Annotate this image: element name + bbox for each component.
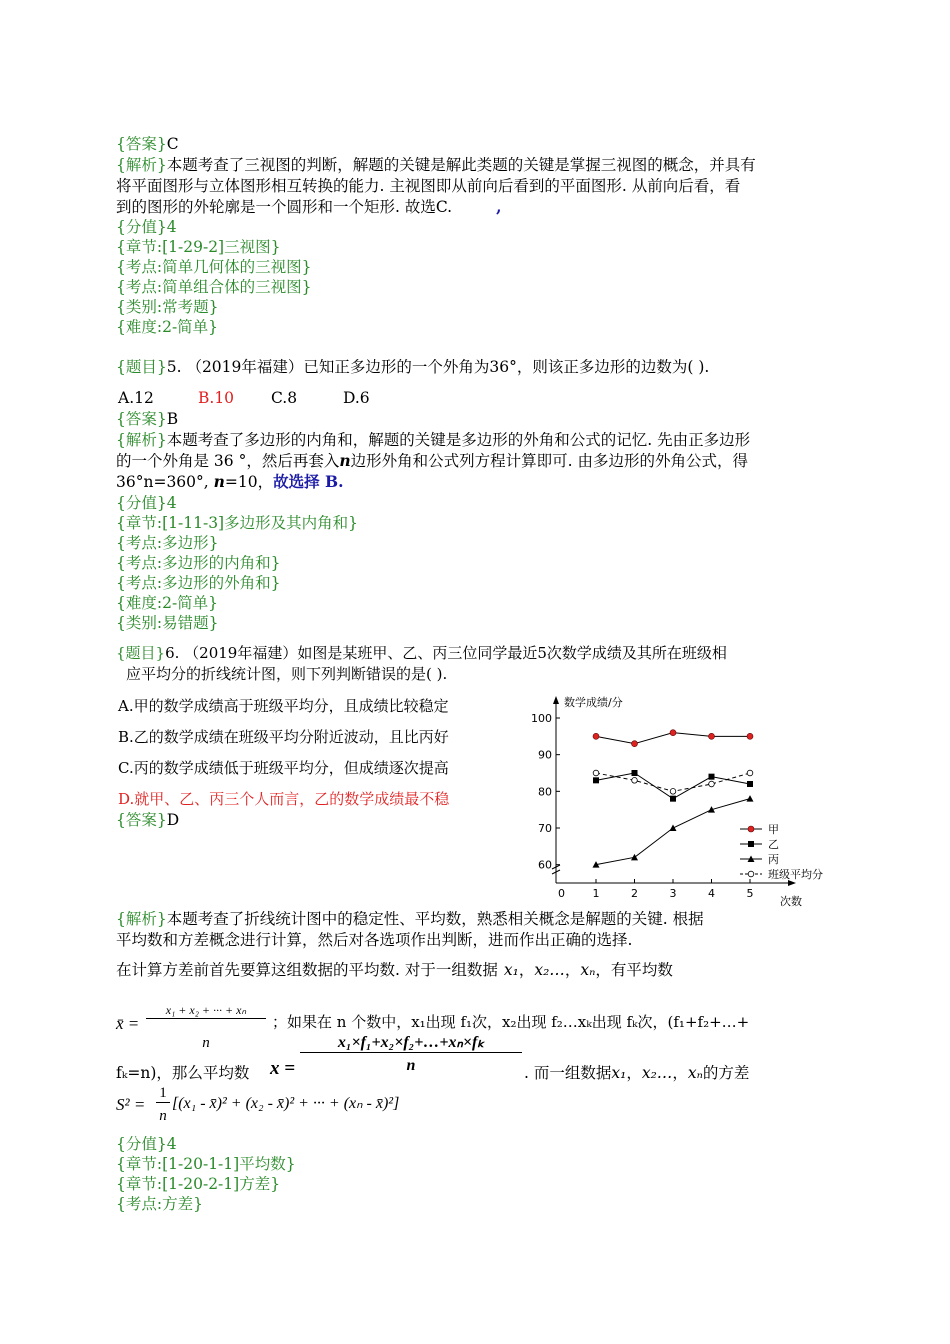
x-tick-label: 5 (746, 887, 754, 900)
variance-intro: . 而一组数据x₁，x₂…，xₙ的方差 (524, 1064, 750, 1082)
q6-answer: {答案}D (116, 811, 180, 829)
mean-formula-lhs: x̄ = (116, 1014, 140, 1033)
q5-option-d: D.6 (343, 389, 370, 407)
score-line-chart (528, 688, 868, 928)
y-tick-label: 80 (538, 785, 552, 799)
q6-chapter1: {章节:[1-20-1-1]平均数} (116, 1155, 296, 1173)
q5-option-b: B.10 (198, 389, 235, 407)
q5-analysis-line1: {解析}本题考查了多边形的内角和，解题的关键是多边形的外角和公式的记忆. 先由正多边形 (116, 431, 751, 449)
q4-answer: {答案}C (116, 135, 179, 153)
data-point-series-1 (670, 730, 676, 736)
x-tick-label: 4 (708, 887, 715, 900)
data-point-series-3 (631, 854, 638, 861)
q6-option-a: A.甲的数学成绩高于班级平均分，且成绩比较稳定 (118, 697, 449, 715)
legend-label-1: 甲 (768, 823, 779, 836)
data-point-series-3 (747, 795, 754, 802)
q4-analysis-line3: 到的图形的外轮廓是一个圆形和一个矩形. 故选C. , (116, 197, 502, 216)
q5-analysis-line3: 36°n=360°, n=10，故选择 B. (116, 472, 344, 491)
variance-frac-den: n (159, 1108, 167, 1124)
data-point-series-1 (709, 733, 715, 739)
q6-title-line2: 应平均分的折线统计图，则下列判断错误的是( ). (126, 665, 448, 683)
variance-frac-num: 1 (156, 1085, 170, 1103)
x-tick-label: 2 (631, 887, 638, 900)
weighted-mean-text: ；如果在 n 个数中，x₁出现 f₁次，x₂出现 f₂…xₖ出现 fₖ次，(f₁+f₂+…+ (272, 1013, 750, 1031)
q6-analysis-line1: {解析}本题考查了折线统计图中的稳定性、平均数，熟悉相关概念是解题的关键. 根据 (116, 910, 704, 928)
q5-option-c: C.8 (271, 389, 298, 407)
data-point-series-4 (593, 770, 599, 776)
q6-chapter2: {章节:[1-20-2-1]方差} (116, 1175, 281, 1193)
weighted-mean-line: fₖ=n)，那么平均数 (116, 1064, 250, 1082)
q6-analysis-line2: 平均数和方差概念进行计算，然后对各选项作出判断，进而作出正确的选择. (116, 931, 633, 949)
y-tick-label: 60 (538, 858, 552, 872)
q5-chapter: {章节:[1-11-3]多边形及其内角和} (116, 514, 358, 532)
q4-analysis-line1: {解析}本题考查了三视图的判断，解题的关键是解此类题的关键是掌握三视图的概念，并具有 (116, 156, 756, 174)
q4-score: {分值}4 (116, 218, 177, 236)
q6-title-line1: {题目}6. （2019年福建）如图是某班甲、乙、丙三位同学最近5次数学成绩及其所在班级相 (116, 644, 727, 662)
series-line-2 (596, 773, 750, 799)
q4-difficulty: {难度:2-简单} (116, 318, 219, 336)
variance-lhs: S² = (116, 1095, 146, 1114)
weighted-numerator: x₁×f₁+x₂×f₂+…+xₙ×fₖ (300, 1032, 522, 1053)
q5-title: {题目}5. （2019年福建）已知正多边形的一个外角为36°，则该正多边形的边数为( ). (116, 358, 710, 376)
q5-point2: {考点:多边形的内角和} (116, 554, 281, 572)
series-line-3 (596, 799, 750, 865)
q6-mean-intro: 在计算方差前首先要算这组数据的平均数. 对于一组数据 x₁，x₂…，xₙ，有平均数 (116, 961, 673, 979)
q4-analysis-line2: 将平面图形与立体图形相互转换的能力. 主视图即从前向后看到的平面图形. 从前向后看，看 (116, 177, 741, 195)
q6-score: {分值}4 (116, 1135, 177, 1153)
y-tick-label: 100 (531, 712, 552, 725)
x-axis-title: 次数 (780, 895, 802, 908)
data-point-series-2 (709, 774, 715, 780)
y-axis-title: 数学成绩/分 (564, 696, 623, 709)
q4-point1: {考点:简单几何体的三视图} (116, 258, 312, 276)
data-point-series-4 (632, 778, 638, 784)
legend-marker-1 (748, 826, 754, 832)
data-point-series-3 (670, 825, 677, 832)
variance-body: [(x₁ - x̄)² + (x₂ - x̄)² + ··· + (xₙ - x̄)²] (172, 1095, 400, 1112)
q6-point: {考点:方差} (116, 1195, 203, 1213)
y-axis-arrow (553, 696, 559, 704)
y-tick-label: 70 (538, 822, 552, 835)
x-tick-label: 1 (592, 887, 600, 900)
q5-score: {分值}4 (116, 494, 177, 512)
q4-category: {类别:常考题} (116, 298, 219, 316)
x-tick-label: 3 (669, 887, 677, 900)
data-point-series-2 (670, 796, 676, 802)
data-point-series-2 (747, 781, 753, 787)
data-point-series-1 (747, 733, 753, 739)
legend-label-2: 乙 (768, 838, 779, 851)
q6-option-d: D.就甲、乙、丙三个人而言，乙的数学成绩最不稳 (118, 790, 450, 808)
mean-formula-denominator: n (202, 1035, 210, 1051)
legend-label-4: 班级平均分 (768, 868, 823, 881)
y-tick-label: 90 (538, 748, 552, 762)
origin-label: 0 (558, 887, 565, 900)
q4-chapter: {章节:[1-29-2]三视图} (116, 238, 281, 256)
mean-formula-numerator: x₁ + x₂ + ··· + xₙ (146, 1003, 266, 1019)
q6-option-c: C.丙的数学成绩低于班级平均分，但成绩逐次提高 (118, 759, 449, 777)
weighted-x-lhs: x = (270, 1058, 296, 1079)
legend-marker-4 (748, 871, 754, 877)
q6-option-b: B.乙的数学成绩在班级平均分附近波动，且比丙好 (118, 728, 449, 746)
q5-point1: {考点:多边形} (116, 534, 219, 552)
data-point-series-4 (747, 770, 753, 776)
q5-options (118, 388, 370, 408)
legend-label-3: 丙 (768, 853, 779, 866)
q5-option-a: A.12 (118, 389, 154, 407)
q5-difficulty: {难度:2-简单} (116, 594, 219, 612)
weighted-denominator: n (406, 1057, 416, 1074)
data-point-series-2 (593, 777, 599, 783)
data-point-series-4 (709, 781, 715, 787)
data-point-series-1 (632, 741, 638, 747)
q5-answer: {答案}B (116, 410, 179, 428)
q5-point3: {考点:多边形的外角和} (116, 574, 281, 592)
data-point-series-2 (632, 770, 638, 776)
data-point-series-4 (670, 789, 676, 795)
q5-analysis-line2: 的一个外角是 36 °，然后再套入n边形外角和公式列方程计算即可. 由多边形的外角公式，得 (116, 451, 748, 470)
legend-marker-2 (748, 841, 754, 847)
q4-point2: {考点:简单组合体的三视图} (116, 278, 312, 296)
q5-category: {类别:易错题} (116, 614, 219, 632)
data-point-series-1 (593, 733, 599, 739)
